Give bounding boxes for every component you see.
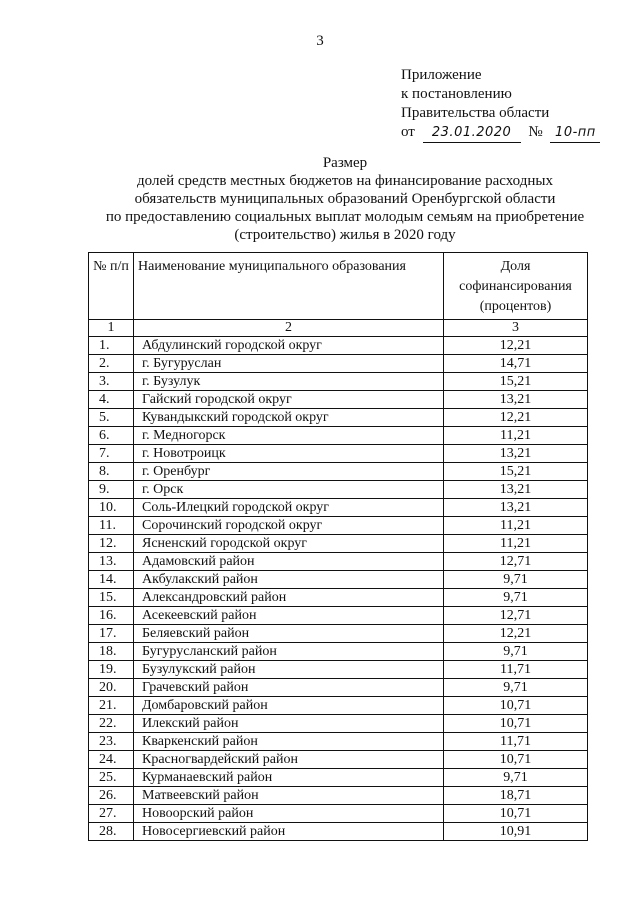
appendix-line-3: Правительства области [401, 105, 550, 121]
title-line-2: обязательств муниципальных образований Оренбургской области [134, 191, 556, 207]
row-num: 28. [89, 823, 134, 841]
row-num: 23. [89, 733, 134, 751]
row-num: 10. [89, 499, 134, 517]
row-name: Адамовский район [134, 553, 444, 571]
table-row [89, 427, 588, 445]
row-share: 12,21 [444, 337, 588, 355]
row-name: г. Оренбург [134, 463, 444, 481]
row-name: г. Новотроицк [134, 445, 444, 463]
table-row [89, 661, 588, 679]
header-name: Наименование муниципального образования [134, 253, 444, 320]
row-share: 10,91 [444, 823, 588, 841]
row-share: 11,21 [444, 427, 588, 445]
row-num: 17. [89, 625, 134, 643]
row-name: Беляевский район [134, 625, 444, 643]
row-name: Асекеевский район [134, 607, 444, 625]
date-value: 23.01.2020 [423, 123, 521, 143]
row-num: 4. [89, 391, 134, 409]
row-num: 15. [89, 589, 134, 607]
row-share: 10,71 [444, 697, 588, 715]
table-row [89, 355, 588, 373]
row-name: Новоорский район [134, 805, 444, 823]
table-row [89, 373, 588, 391]
row-name: Бугурусланский район [134, 643, 444, 661]
row-name: Домбаровский район [134, 697, 444, 715]
table-row [89, 553, 588, 571]
row-num: 3. [89, 373, 134, 391]
row-num: 2. [89, 355, 134, 373]
row-share: 9,71 [444, 571, 588, 589]
row-share: 14,71 [444, 355, 588, 373]
row-num: 14. [89, 571, 134, 589]
row-num: 7. [89, 445, 134, 463]
row-name: Курманаевский район [134, 769, 444, 787]
table-row [89, 643, 588, 661]
row-num: 12. [89, 535, 134, 553]
row-share: 12,21 [444, 409, 588, 427]
table-row [89, 481, 588, 499]
table-row [89, 625, 588, 643]
row-num: 6. [89, 427, 134, 445]
appendix-line-2: к постановлению [401, 86, 512, 102]
table-row [89, 589, 588, 607]
column-index-3: 3 [444, 320, 588, 337]
header-share: Доля софинансирования (процентов) [444, 253, 588, 320]
row-num: 8. [89, 463, 134, 481]
column-index-2: 2 [134, 320, 444, 337]
row-name: Грачевский район [134, 679, 444, 697]
row-share: 15,21 [444, 463, 588, 481]
row-share: 12,21 [444, 625, 588, 643]
table-row [89, 409, 588, 427]
row-name: г. Бугуруслан [134, 355, 444, 373]
row-num: 24. [89, 751, 134, 769]
table-row [89, 823, 588, 841]
row-name: Абдулинский городской округ [134, 337, 444, 355]
row-num: 25. [89, 769, 134, 787]
column-index-row [89, 320, 588, 337]
row-name: г. Орск [134, 481, 444, 499]
table-row [89, 679, 588, 697]
title-heading: Размер [322, 155, 368, 171]
table-row [89, 445, 588, 463]
table-row [89, 391, 588, 409]
row-share: 11,71 [444, 661, 588, 679]
row-share: 10,71 [444, 751, 588, 769]
table-row [89, 805, 588, 823]
table-row [89, 463, 588, 481]
row-name: Гайский городской округ [134, 391, 444, 409]
table-body [89, 337, 588, 841]
row-share: 18,71 [444, 787, 588, 805]
title-line-3: по предоставлению социальных выплат молодым семьям на приобретение [105, 209, 585, 225]
date-prefix: от [401, 124, 415, 140]
appendix-date-line [401, 123, 600, 143]
row-share: 13,21 [444, 445, 588, 463]
row-share: 10,71 [444, 805, 588, 823]
table-row [89, 517, 588, 535]
row-num: 21. [89, 697, 134, 715]
row-num: 13. [89, 553, 134, 571]
row-num: 5. [89, 409, 134, 427]
row-name: Бузулукский район [134, 661, 444, 679]
table-row [89, 535, 588, 553]
title-line-4: (строительство) жилья в 2020 году [234, 227, 456, 243]
row-num: 19. [89, 661, 134, 679]
number-prefix: № [528, 124, 543, 140]
number-value: 10-пп [550, 123, 600, 143]
row-share: 10,71 [444, 715, 588, 733]
row-num: 18. [89, 643, 134, 661]
row-share: 15,21 [444, 373, 588, 391]
row-name: Сорочинский городской округ [134, 517, 444, 535]
row-name: Новосергиевский район [134, 823, 444, 841]
row-share: 9,71 [444, 589, 588, 607]
table-row [89, 787, 588, 805]
row-num: 1. [89, 337, 134, 355]
appendix-line-1: Приложение [401, 67, 482, 83]
row-num: 9. [89, 481, 134, 499]
cofinancing-table [88, 252, 588, 841]
table-row [89, 751, 588, 769]
row-share: 9,71 [444, 769, 588, 787]
row-name: Кувандыкский городской округ [134, 409, 444, 427]
row-name: г. Бузулук [134, 373, 444, 391]
table-row [89, 499, 588, 517]
row-name: Кваркенский район [134, 733, 444, 751]
row-name: Александровский район [134, 589, 444, 607]
row-share: 11,71 [444, 733, 588, 751]
table-row [89, 715, 588, 733]
row-share: 9,71 [444, 679, 588, 697]
row-share: 13,21 [444, 481, 588, 499]
table-row [89, 769, 588, 787]
header-num: № п/п [89, 253, 134, 320]
row-share: 11,21 [444, 517, 588, 535]
appendix-block [401, 66, 600, 143]
table-row [89, 733, 588, 751]
page-number: 3 [316, 33, 324, 49]
row-num: 26. [89, 787, 134, 805]
document-title [60, 154, 630, 244]
row-num: 16. [89, 607, 134, 625]
row-share: 13,21 [444, 391, 588, 409]
row-share: 12,71 [444, 553, 588, 571]
row-name: Акбулакский район [134, 571, 444, 589]
row-share: 9,71 [444, 643, 588, 661]
row-name: Илекский район [134, 715, 444, 733]
row-share: 11,21 [444, 535, 588, 553]
table-row [89, 337, 588, 355]
table-header-row [89, 253, 588, 320]
title-line-1: долей средств местных бюджетов на финансирование расходных [137, 173, 553, 189]
row-num: 22. [89, 715, 134, 733]
row-name: г. Медногорск [134, 427, 444, 445]
row-name: Соль-Илецкий городской округ [134, 499, 444, 517]
row-share: 13,21 [444, 499, 588, 517]
table-row [89, 607, 588, 625]
row-share: 12,71 [444, 607, 588, 625]
column-index-1: 1 [89, 320, 134, 337]
row-num: 27. [89, 805, 134, 823]
row-num: 11. [89, 517, 134, 535]
table-row [89, 697, 588, 715]
row-name: Матвеевский район [134, 787, 444, 805]
row-num: 20. [89, 679, 134, 697]
row-name: Ясненский городской округ [134, 535, 444, 553]
table-row [89, 571, 588, 589]
row-name: Красногвардейский район [134, 751, 444, 769]
